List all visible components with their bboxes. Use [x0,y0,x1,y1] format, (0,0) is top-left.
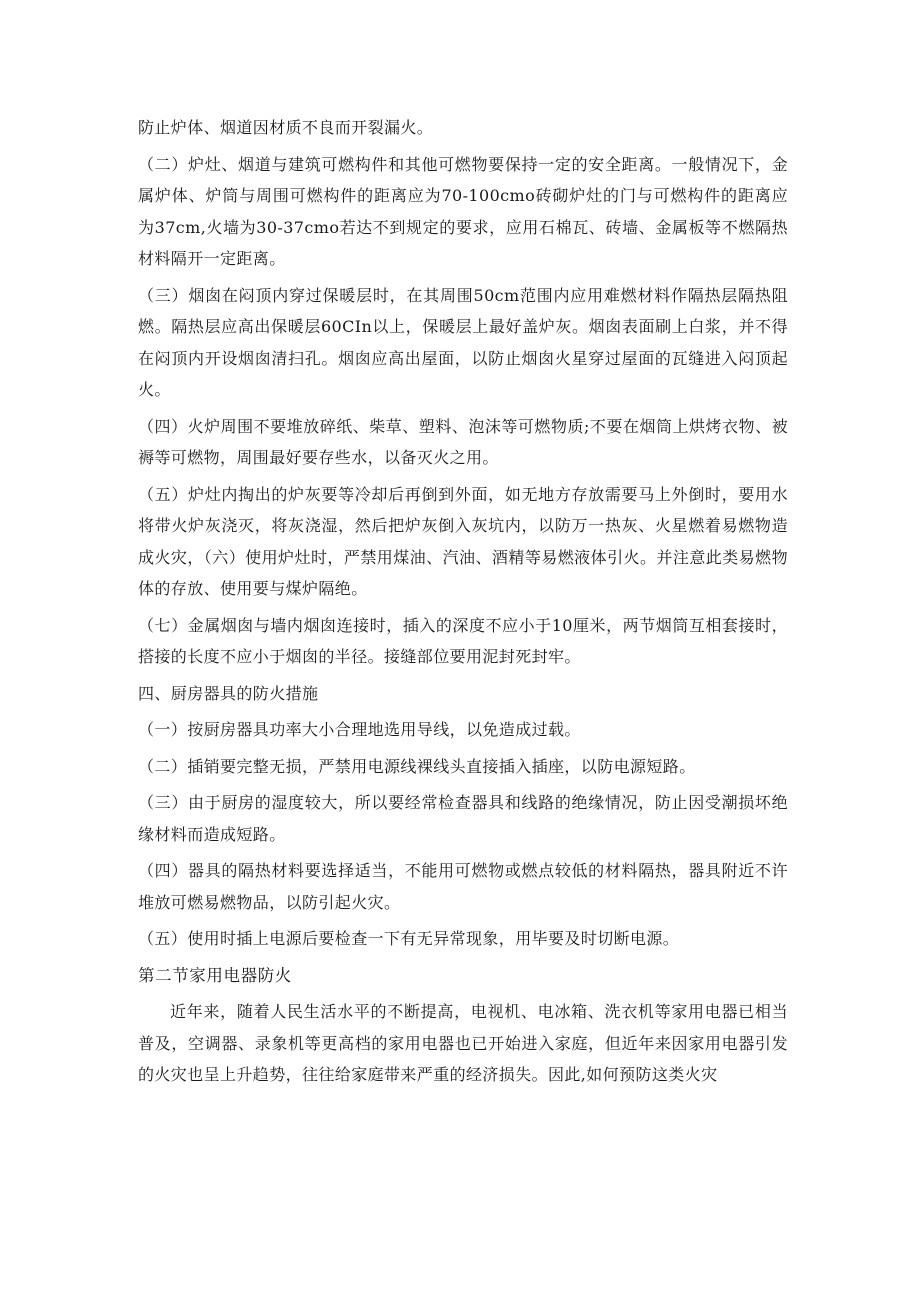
paragraph-item-5: （五）炉灶内掏出的炉灰要等冷却后再倒到外面，如无地方存放需要马上外倒时，要用水将带火炉灰浇灭，将灰浇湿，然后把炉灰倒入灰坑内，以防万一热灰、火星燃着易燃物造成火灾，（六）使用炉灶时，严禁用煤油、汽油、酒精等易燃液体引火。并注意此类易燃物体的存放、使用要与煤炉隔绝。 [138,484,788,598]
paragraph-item-3: （三）烟囱在闷顶内穿过保暖层时，在其周围50cm范围内应用难燃材料作隔热层隔热阻燃。隔热层应高出保暖层60CIn以上，保暖层上最好盖炉灰。烟囱表面刷上白浆，并不得在闷顶内开设烟囱清扫孔。烟囱应高出屋面，以防止烟囱火星穿过屋面的瓦缝进入闷顶起火。 [138,285,788,399]
subsection-heading-kitchen: 四、厨房器具的防火措施 [138,683,319,703]
document-body [138,112,788,1096]
paragraph-item-4: （四）火炉周围不要堆放碎纸、柴草、塑料、泡沫等可燃物质;不要在烟筒上烘烤衣物、被褥等可燃物，周围最好要存些水，以备灭火之用。 [138,416,788,467]
kitchen-item-2: （二）插销要完整无损，严禁用电源线裸线头直接插入插座，以防电源短路。 [138,756,696,776]
kitchen-item-4: （四）器具的隔热材料要选择适当，不能用可燃物或燃点较低的材料隔热，器具附近不许堆放可燃易燃物品，以防引起火灾。 [138,861,788,912]
paragraph-continuation: 防止炉体、烟道因材质不良而开裂漏火。 [138,118,434,137]
section-intro-paragraph: 近年来，随着人民生活水平的不断提高，电视机、电冰箱、洗衣机等家用电器已相当普及，空调器、录象机等更高档的家用电器也已开始进入家庭，但近年来因家用电器引发的火灾也呈上升趋势，往往给家庭带来严重的经济损失。因此,如何预防这类火灾 [138,1002,788,1084]
kitchen-item-5: （五）使用时插上电源后要检查一下有无异常现象，用毕要及时切断电源。 [138,929,680,948]
kitchen-item-3: （三）由于厨房的湿度较大，所以要经常检查器具和线路的绝缘情况，防止因受潮损坏绝缘材料而造成短路。 [138,793,788,844]
paragraph-item-7: （七）金属烟囱与墙内烟囱连接时，插入的深度不应小于10厘米，两节烟筒互相套接时，搭接的长度不应小于烟囱的半径。接缝部位要用泥封死封牢。 [138,615,788,666]
section-heading: 第二节家用电器防火 [138,965,292,985]
paragraph-item-2: （二）炉灶、烟道与建筑可燃构件和其他可燃物要保持一定的安全距离。一般情况下，金属炉体、炉筒与周围可燃构件的距离应为70-100cmo砖砌炉灶的门与可燃构件的距离应为37cm,火墙为30-37cmo若达不到规定的要求，应用石棉瓦、砖墙、金属板等不燃隔热材料隔开一定距离。 [138,154,788,268]
kitchen-item-1: （一）按厨房器具功率大小合理地选用导线，以免造成过载。 [138,720,581,739]
